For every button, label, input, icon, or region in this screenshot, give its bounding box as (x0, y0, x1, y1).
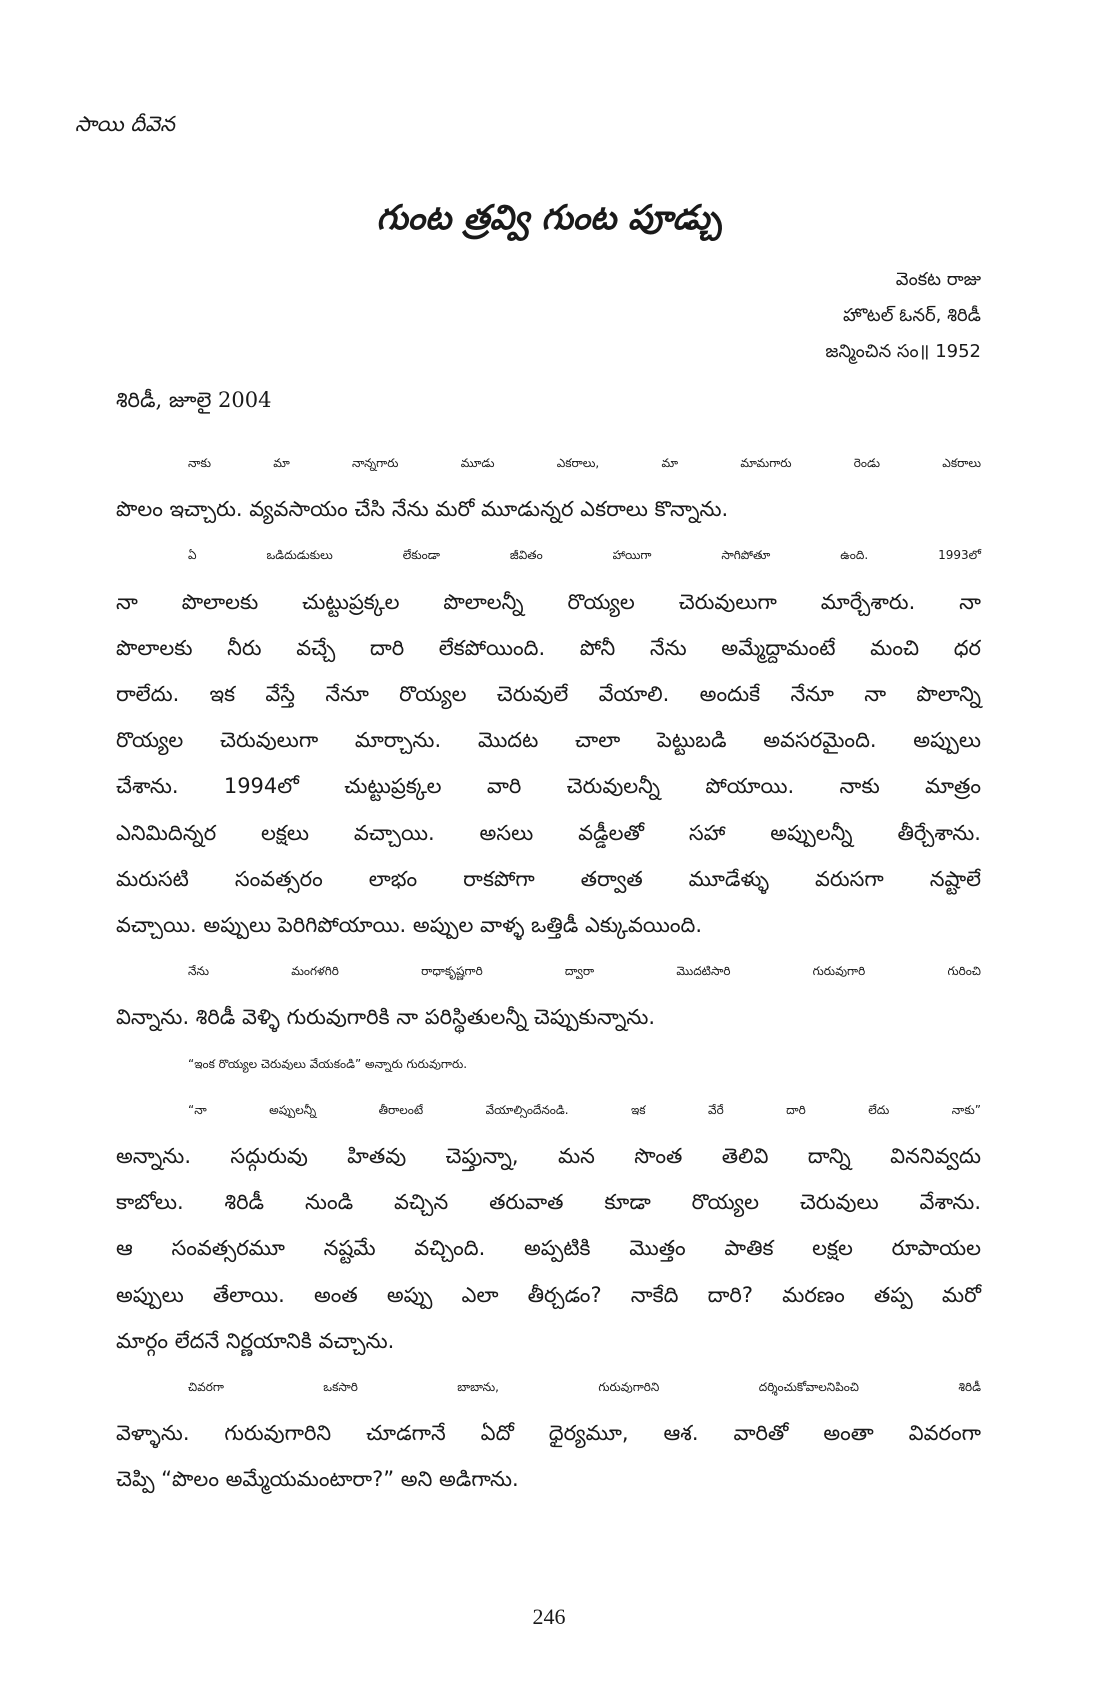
text-line: ఎనిమిదిన్నర లక్షలు వచ్చాయి. అసలు వడ్డీలతో సహా అప్పులన్నీ తీర్చేశాను. (116, 820, 981, 845)
running-head: సాయి దీవెన (75, 112, 175, 136)
paragraph (116, 440, 981, 532)
body-text (116, 440, 981, 1503)
text-line: రాలేదు. ఇక వేస్తే నేనూ రొయ్యల చెరువులే వేయాలి. అందుకే నేనూ నా పొలాన్ని (116, 682, 981, 707)
text-line: అన్నాను. సద్గురువు హితవు చెప్తున్నా, మన సొంత తెలివి దాన్ని విననివ్వదు (116, 1144, 981, 1169)
text-line: వెళ్ళాను. గురువుగారిని చూడగానే ఏదో ధైర్యమూ, ఆశ. వారితో అంతా వివరంగా (116, 1421, 981, 1446)
text-line: నాకు మా నాన్నగారు మూడు ఎకరాలు, మా మామగారు రెండు ఎకరాలు (188, 456, 981, 470)
text-line: పొలాలకు నీరు వచ్చే దారి లేకపోయింది. పోనీ నేను అమ్మేద్దామంటే మంచి ధర (116, 635, 981, 660)
text-line: ఏ ఒడిదుడుకులు లేకుండా జీవితం హాయిగా సాగిపోతూ ఉంది. 1993లో (188, 548, 981, 563)
paragraph (116, 532, 981, 948)
paragraph (116, 1087, 981, 1364)
text-line: రొయ్యల చెరువులుగా మార్చాను. మొదట చాలా పెట్టుబడి అవసరమైంది. అప్పులు (116, 728, 981, 753)
text-line: కాబోలు. శిరిడీ నుండి వచ్చిన తరువాత కూడా రొయ్యల చెరువులు వేశాను. (116, 1190, 981, 1215)
dateline: శిరిడీ, జూలై 2004 (116, 388, 272, 412)
page-number: 246 (532, 1604, 566, 1629)
text-line: పొలం ఇచ్చారు. వ్యవసాయం చేసి నేను మరో మూడున్నర ఎకరాలు కొన్నాను. (116, 497, 729, 522)
text-line: “ఇంక రొయ్యల చెరువులు వేయకండి” అన్నారు గురువుగారు. (188, 1056, 468, 1071)
text-line: చెప్పి “పొలం అమ్మేయమంటారా?” అని అడిగాను. (116, 1467, 519, 1492)
text-line: “నా అప్పులన్నీ తీరాలంటే వేయాల్సిందేనండి. ఇక వేరే దారి లేదు నాకు” (188, 1102, 981, 1117)
text-line: వచ్చాయి. అప్పులు పెరిగిపోయాయి. అప్పుల వాళ్ళ ఒత్తిడీ ఎక్కువయింది. (116, 913, 703, 938)
text-line: నా పొలాలకు చుట్టుప్రక్కల పొలాలన్నీ రొయ్యల చెరువులుగా మార్చేశారు. నా (116, 589, 981, 614)
paragraph (116, 1364, 981, 1503)
text-line: అప్పులు తేలాయి. అంత అప్పు ఎలా తీర్చడం? నాకేది దారి? మరణం తప్ప మరో (116, 1282, 981, 1307)
text-line: నేను మంగళగిరి రాధాకృష్ణగారి ద్వారా మొదటిసారి గురువుగారి గురించి (188, 964, 981, 979)
text-line: చివరగా ఒకసారి బాబాను, గురువుగారిని దర్శించుకోవాలనిపించి శిరిడీ (188, 1380, 981, 1395)
text-line: చేశాను. 1994లో చుట్టుప్రక్కల వారి చెరువులన్నీ పోయాయి. నాకు మాత్రం (116, 774, 981, 799)
author-occupation: హొటల్ ఓనర్, శిరిడీ (842, 305, 981, 326)
author-name: వెంకట రాజు (895, 269, 981, 290)
text-line: మరుసటి సంవత్సరం లాభం రాకపోగా తర్వాత మూడేళ్ళు వరుసగా నష్టాలే (116, 866, 981, 891)
author-birth-year: జన్మించిన సం॥ 1952 (825, 341, 981, 362)
page-title: గుంట త్రవ్వి గుంట పూడ్చు (376, 198, 722, 238)
paragraph (116, 948, 981, 1040)
text-line: మార్గం లేదనే నిర్ణయానికి వచ్చాను. (116, 1328, 395, 1353)
paragraph (116, 1041, 981, 1087)
text-line: ఆ సంవత్సరమూ నష్టమే వచ్చింది. అప్పటికి మొత్తం పాతిక లక్షల రూపాయల (116, 1236, 981, 1261)
text-line: విన్నాను. శిరిడీ వెళ్ళి గురువుగారికి నా పరిస్థితులన్నీ చెప్పుకున్నాను. (116, 1005, 656, 1030)
author-block (825, 262, 981, 370)
